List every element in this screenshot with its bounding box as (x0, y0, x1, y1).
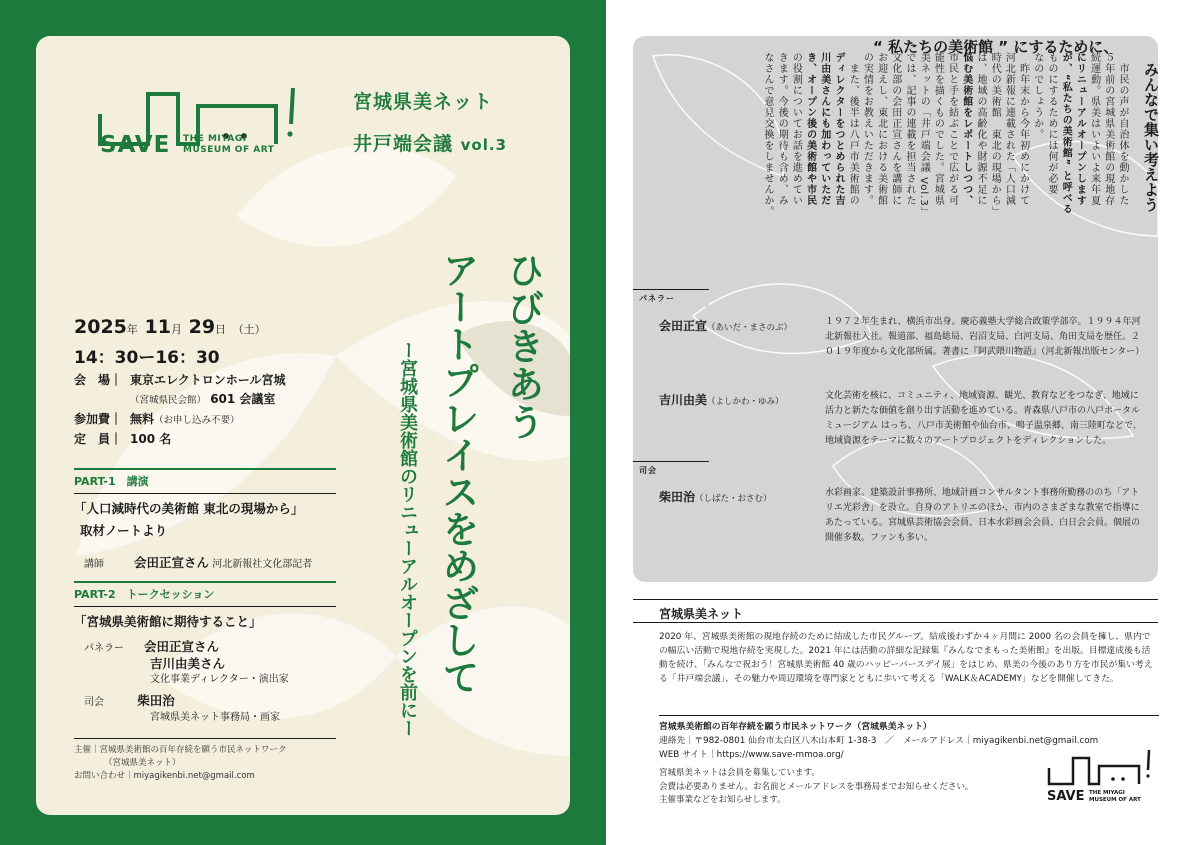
part1-speaker: 講師 会田正宣さん 河北新報社文化部記者 (84, 555, 313, 570)
panelist2-name: 吉川由美（よしかわ・ゆみ） (659, 393, 784, 407)
intro-column: は、地域の高齢化や財源不足に (975, 52, 986, 206)
save-logo-subtitle: THE MIYAGI MUSEUM OF ART (183, 134, 275, 155)
intro-column: 昨年末から今年初めにかけて (1017, 52, 1029, 206)
contact-block: 宮城県美術館の百年存続を願う市民ネットワーク（宮城県美ネット） 連絡先｜〒982-0801 仙台市太白区八木山本町 1-38-3 ／ メールアドレス｜miyagikenbi.net@gmail.com WEB サイト｜https://www.save-mmoa.org/ (659, 715, 1159, 762)
intro-column: 市民と手を結ぶことで広がる可 (946, 52, 958, 206)
main-title-line2: アートプレイスをめざして (436, 251, 479, 695)
intro-column: きます。今後の期待も含め、み (776, 52, 788, 206)
conference-name: 井戸端会議 vol.3 (353, 133, 508, 155)
intro-heading2: みんなで集い考えよう (1142, 62, 1160, 212)
intro-column: また、後半は八戸市美術館の (847, 52, 859, 206)
intro-column: き、オープン後の美術館や市民 (804, 52, 816, 206)
event-info: 会 場｜ 東京エレクトロンホール宮城 （宮城県民会館） 601 会議室 参加費｜ 無料（お申し込み不要） 定 員｜ 100 名 (74, 373, 286, 446)
save-logo-small (1043, 748, 1163, 808)
org-name: 宮城県美ネット (353, 91, 494, 113)
flyer-card (36, 36, 570, 815)
mc-tag: 司会 (633, 461, 709, 479)
intro-column: の役割についてお話を進めてい (790, 52, 802, 206)
intro-column: の実情をお教えいただきます。 (861, 52, 873, 206)
net-divider-2 (633, 622, 1158, 623)
intro-column: ディレクターをつとめられた吉 (833, 52, 844, 206)
net-description: 2020 年、宮城県美術館の現地存続のために結成した市民グループ。結成後わずか４ヶ月間に 2000 名の会員を擁し、県内での幅広い活動で現地存続を実現した。2021 年には活動の詳細な記録集『みんなでまもった美術館』を出版。目標達成後も活動を続け、「みんなで祝おう！宮城県美術館 40 歳のハッピーバースデイ展」をはじめ、県美の今後のあり方を市民が集い考える「井戸端会議」、その魅力や周辺環境を専門家とともに歩いて考える「WALK＆ACADEMY」などを開催してきた。 (659, 632, 1153, 684)
panelist1-bio: １９７２年生まれ、横浜市出身。慶応義塾大学総合政策学部卒。１９９４年河北新報社入社。報道部、福島総局、岩沼支局、白河支局、角田支局を歴任。２０１９年度から文化部所属。著書に『阿武隈川物語』（河北新報出版センター） (825, 317, 1145, 357)
mc-bio: 水彩画家。建築設計事務所、地域計画コンサルタント事務所勤務ののち「アトリエ光彩舎」を設立。自身のアトリエのほか、市内のさまざまな教室で指導にあたっている。宮城県芸術協会会員、日本水彩画会会員、白日会会員。個展の開催多数。ファンも多い。 (825, 488, 1141, 543)
main-subtitle: ー宮城県美術館のリニューアルオープンを前にー (397, 341, 418, 737)
part2-talk: 「宮城県美術館に期待すること」 (74, 606, 336, 633)
part2-panelist2: 吉川由美さん (150, 656, 226, 671)
intro-column: 美ネットの「井戸端会議 Vol.3」 (918, 52, 930, 218)
intro-column: お迎えし、東北における美術館 (875, 52, 887, 206)
main-title-line1: ひびきあう (501, 251, 544, 441)
membership-note: 宮城県美ネットは会員を募集しています。 会費は必要ありません。お名前とメールアドレスを事務局までお知らせください。 主催事業などをお知らせします。 (659, 768, 974, 805)
part1-label: PART-1 講演 (74, 468, 336, 489)
intro-column: 続運動。県美はいよいよ来年夏 (1088, 52, 1100, 206)
intro-column: 川由美さんにも加わっていただ (818, 52, 830, 206)
panelist1-name: 会田正宣（あいだ・まさのぶ） (659, 319, 793, 333)
net-title: 宮城県美ネット (659, 607, 744, 621)
intro-column: 能性を描くものでした。宮城県 (932, 52, 944, 206)
intro-heading1: “ 私たちの美術館 ” にするために、 (873, 38, 1119, 56)
intro-column: にリニューアルオープンします (1074, 52, 1086, 206)
panel-tag: パネラー (633, 289, 709, 307)
part1-talk: 「人口減時代の美術館 東北の現場から」 取材ノートより (74, 493, 336, 542)
intro-column: なのでしょうか。 (1031, 52, 1043, 140)
part2-panel: パネラー 会田正宣さん (84, 639, 220, 654)
event-time: 14：30ー16：30 (74, 348, 220, 368)
intro-column: 市民の声が自治体を動かした (1117, 52, 1128, 206)
intro-column: 河北新報に連載された「人口減 (1003, 52, 1015, 206)
intro-column: ５年前の宮城県美術館の現地存 (1102, 52, 1114, 206)
part2-label: PART-2 トークセッション (74, 581, 336, 602)
part2-mc: 司会 柴田治 (84, 693, 175, 708)
mc-name: 柴田治（しばた・おさむ） (659, 490, 772, 504)
event-date: 2025年 11月 29日 （土） (74, 316, 266, 338)
part2-panelist2-aff: 文化事業ディレクター・演出家 (150, 674, 289, 685)
save-logo-small-text: SAVE (1047, 789, 1085, 804)
flyer-footer: 主催｜宮城県美術館の百年存続を願う市民ネットワーク （宮城県美ネット） お問い合わせ｜miyagikenbi.net@gmail.com (74, 738, 336, 783)
part2-mc-aff: 宮城県美ネット事務局・画家 (150, 712, 280, 723)
save-logo-text: SAVE (100, 132, 171, 158)
net-divider (633, 599, 1158, 600)
intro-column: ものにするためには何が必要 (1046, 52, 1057, 195)
svg-text:THE MIYAGI: THE MIYAGI (1089, 790, 1125, 796)
intro-column: では、記事の連載を担当された (904, 52, 915, 206)
venue: 東京エレクトロンホール宮城 (130, 373, 286, 387)
intro-column: 文化部の会田正宣さんを講師に (889, 52, 901, 206)
panelist2-bio: 文化芸術を核に、コミュニティ、地域資源、観光、教育などをつなぎ、地域に活力と新たな価値を創り出す活動を進めている。青森県八戸市の八戸ポータルミュージアム はっち、八戸市美術館や仙台市、鳴子温泉郷、南三陸町などで、地域資源をテーマに数々のアートプロジェクトをディレクションした。 (825, 391, 1142, 446)
intro-column: なさんで意見交換をしませんか。 (762, 52, 773, 217)
intro-column: 悩む美術館をレポートしつつ、 (960, 52, 972, 206)
intro-column: 時代の美術館 東北の現場から」 (989, 52, 1001, 217)
intro-column: が、“私たちの美術館” と呼べる (1060, 52, 1072, 215)
svg-text:MUSEUM OF ART: MUSEUM OF ART (1089, 797, 1141, 803)
